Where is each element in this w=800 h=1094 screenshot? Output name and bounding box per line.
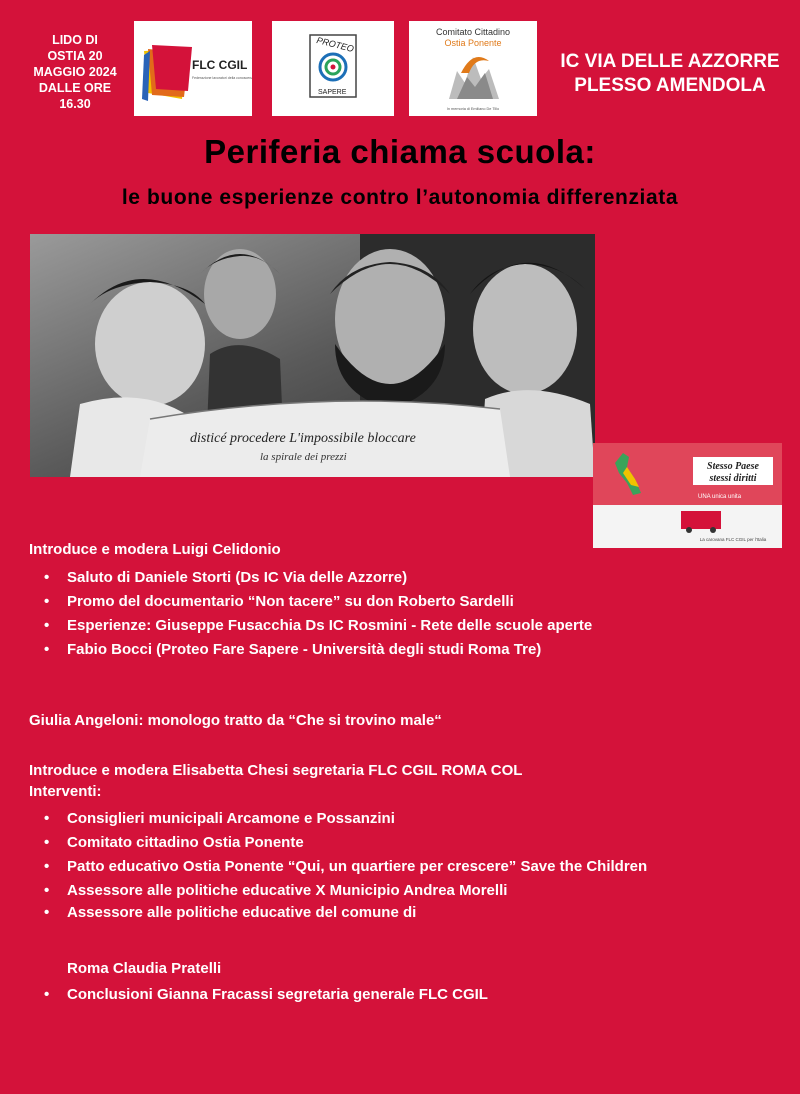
page-title: Periferia chiama scuola: [204, 133, 596, 170]
event-date-time [20, 32, 130, 112]
date-line: MAGGIO 2024 [33, 65, 117, 79]
badge-graphic [593, 443, 782, 548]
historic-photo [30, 234, 595, 477]
badge-line2: stessi diritti [709, 473, 757, 484]
section2-list [29, 808, 769, 923]
flc-cgil-logo-graphic [134, 21, 252, 116]
date-line: 16.30 [59, 97, 91, 111]
section2-intro: Introduce e modera Elisabetta Chesi segretaria FLC CGIL ROMA COL [29, 762, 523, 779]
newspaper-headline-2: la spirale dei prezzi [260, 451, 347, 463]
date-line: DALLE ORE [38, 81, 112, 95]
list-item: • Saluto di Daniele Storti (Ds IC Via delle Azzorre) [29, 567, 789, 588]
sapere-text: SAPERE [318, 89, 347, 96]
school-line: IC VIA DELLE AZZORRE [560, 51, 780, 72]
school-name [545, 50, 795, 98]
proteo-text: PROTEO [315, 35, 355, 54]
monologo-line: Giulia Angeloni: monologo tratto da “Che si trovino male“ [29, 712, 442, 729]
list-item: • Patto educativo Ostia Ponente “Qui, un quartiere per crescere” Save the Children [29, 856, 769, 877]
school-line: PLESSO AMENDOLA [574, 75, 766, 96]
list-item: • Conclusioni Gianna Fracassi segretaria generale FLC CGIL [29, 984, 769, 1005]
comitato-logo-graphic [409, 21, 537, 116]
flc-cgil-logo [134, 21, 252, 116]
list-item: • Consiglieri municipali Arcamone e Possanzini [29, 808, 769, 829]
section1-intro: Introduce e modera Luigi Celidonio [29, 541, 281, 558]
list-item: • Promo del documentario “Non tacere” su don Roberto Sardelli [29, 591, 789, 612]
list-item: • Esperienze: Giuseppe Fusacchia Ds IC Rosmini - Rete delle scuole aperte [29, 615, 789, 636]
comitato-cittadino-logo [409, 21, 537, 116]
list-item-continuation: Roma Claudia Pratelli [67, 960, 222, 977]
badge-line3: UNA unica unita [698, 494, 742, 500]
list-item: • Comitato cittadino Ostia Ponente [29, 832, 769, 853]
photo-graphic [30, 234, 595, 477]
badge-line1: Stesso Paese [707, 461, 759, 472]
comitato-line2: Ostia Ponente [444, 38, 502, 48]
page-subtitle: le buone esperienze contro l’autonomia differenziata [121, 186, 679, 209]
proteo-logo-graphic [272, 21, 394, 116]
newspaper-headline-1: disticé procedere L'impossibile bloccare [190, 431, 416, 446]
section1-list [29, 567, 789, 660]
proteo-fare-sapere-logo [272, 21, 394, 116]
section2-list-end [29, 984, 769, 1005]
flc-small-text: Federazione lavoratori della conoscenza [192, 76, 252, 80]
list-item: • Assessore alle politiche educative del comune di [29, 902, 769, 923]
comitato-note: In memoria di Emiliano De Tillo [446, 107, 500, 111]
badge-caption: La carovana FLC CGIL per l'Italia [699, 537, 767, 542]
flc-text: FLC CGIL [192, 58, 248, 72]
date-line: LIDO DI [52, 33, 98, 47]
list-item: • Fabio Bocci (Proteo Fare Sapere - Università degli studi Roma Tre) [29, 639, 789, 660]
list-item: • Assessore alle politiche educative X Municipio Andrea Morelli [29, 880, 769, 901]
section2-heading: Interventi: [29, 783, 102, 800]
comitato-line1: Comitato Cittadino [435, 27, 511, 37]
stesso-paese-badge [593, 443, 782, 548]
date-line: OSTIA 20 [47, 49, 103, 63]
